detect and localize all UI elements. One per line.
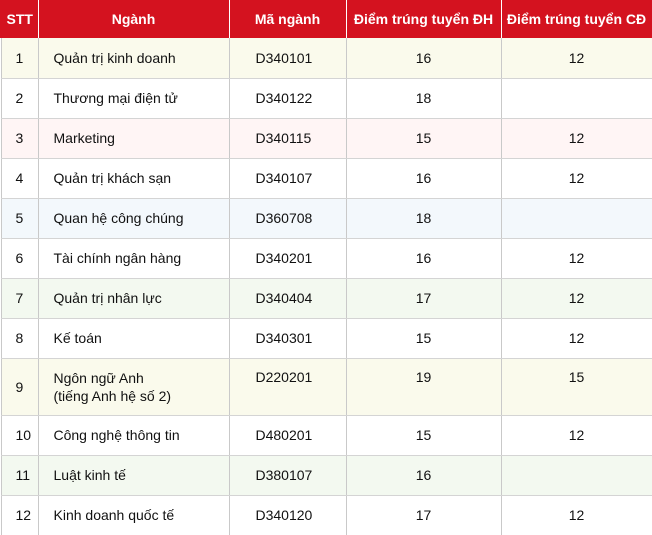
cell-ma-nganh: D480201 [229, 415, 346, 455]
cell-diem-cd: 12 [501, 278, 652, 318]
header-diem-dh: Điểm trúng tuyển ĐH [346, 0, 501, 38]
cell-ma-nganh: D340301 [229, 318, 346, 358]
cell-diem-cd: 12 [501, 318, 652, 358]
cell-ma-nganh: D340201 [229, 238, 346, 278]
cell-nganh: Quản trị kinh doanh [38, 38, 229, 78]
cell-stt: 3 [1, 118, 38, 158]
cell-nganh: Thương mại điện tử [38, 78, 229, 118]
cell-ma-nganh: D220201 [229, 358, 346, 415]
cell-nganh: Marketing [38, 118, 229, 158]
table-row [1, 415, 652, 455]
cell-diem-dh: 18 [346, 78, 501, 118]
header-diem-cd: Điểm trúng tuyển CĐ [501, 0, 652, 38]
cell-nganh-line-1: Ngôn ngữ Anh [53, 369, 144, 386]
cell-diem-cd [501, 78, 652, 118]
cell-stt: 1 [1, 38, 38, 78]
cell-nganh: Tài chính ngân hàng [38, 238, 229, 278]
header-ma-nganh: Mã ngành [229, 0, 346, 38]
cell-stt: 11 [1, 455, 38, 495]
cell-ma-nganh: D340122 [229, 78, 346, 118]
cell-diem-cd: 12 [501, 495, 652, 535]
header-nganh: Ngành [38, 0, 229, 38]
cell-stt: 7 [1, 278, 38, 318]
cell-diem-dh: 15 [346, 415, 501, 455]
cell-nganh [38, 358, 229, 415]
cell-nganh: Luật kinh tế [38, 455, 229, 495]
cell-ma-nganh: D360708 [229, 198, 346, 238]
cell-ma-nganh: D380107 [229, 455, 346, 495]
cell-diem-cd: 12 [501, 38, 652, 78]
cell-diem-cd: 15 [501, 358, 652, 415]
cell-nganh: Công nghệ thông tin [38, 415, 229, 455]
cell-diem-cd [501, 455, 652, 495]
cell-nganh: Kinh doanh quốc tế [38, 495, 229, 535]
cell-ma-nganh: D340101 [229, 38, 346, 78]
header-stt: STT [1, 0, 38, 38]
cell-ma-nganh: D340115 [229, 118, 346, 158]
cell-ma-nganh: D340107 [229, 158, 346, 198]
table-row [1, 495, 652, 535]
cell-diem-dh: 17 [346, 495, 501, 535]
cell-diem-dh: 15 [346, 318, 501, 358]
table-row [1, 118, 652, 158]
table-row [1, 278, 652, 318]
cell-diem-dh: 16 [346, 38, 501, 78]
cell-nganh: Quan hệ công chúng [38, 198, 229, 238]
table-header-row [1, 0, 652, 38]
cell-diem-dh: 16 [346, 455, 501, 495]
cell-stt: 10 [1, 415, 38, 455]
cell-diem-dh: 19 [346, 358, 501, 415]
cell-diem-dh: 18 [346, 198, 501, 238]
cell-diem-dh: 15 [346, 118, 501, 158]
table-row [1, 38, 652, 78]
table-row [1, 318, 652, 358]
cell-stt: 4 [1, 158, 38, 198]
cell-diem-cd: 12 [501, 118, 652, 158]
cell-diem-cd: 12 [501, 415, 652, 455]
cell-diem-dh: 16 [346, 238, 501, 278]
cell-nganh: Quản trị nhân lực [38, 278, 229, 318]
cell-stt: 6 [1, 238, 38, 278]
table-row [1, 238, 652, 278]
cell-stt: 8 [1, 318, 38, 358]
cell-stt: 2 [1, 78, 38, 118]
table-row [1, 78, 652, 118]
table-row [1, 455, 652, 495]
table-row [1, 198, 652, 238]
cell-ma-nganh: D340120 [229, 495, 346, 535]
cell-nganh: Quản trị khách sạn [38, 158, 229, 198]
cell-ma-nganh: D340404 [229, 278, 346, 318]
cell-nganh-line-2: (tiếng Anh hệ số 2) [53, 387, 172, 404]
cell-diem-cd: 12 [501, 238, 652, 278]
cell-nganh: Kế toán [38, 318, 229, 358]
cell-diem-cd [501, 198, 652, 238]
table-row [1, 358, 652, 415]
cell-stt: 5 [1, 198, 38, 238]
cell-stt: 12 [1, 495, 38, 535]
cell-diem-dh: 17 [346, 278, 501, 318]
cell-diem-dh: 16 [346, 158, 501, 198]
cell-stt: 9 [1, 358, 38, 415]
table-row [1, 158, 652, 198]
cell-diem-cd: 12 [501, 158, 652, 198]
